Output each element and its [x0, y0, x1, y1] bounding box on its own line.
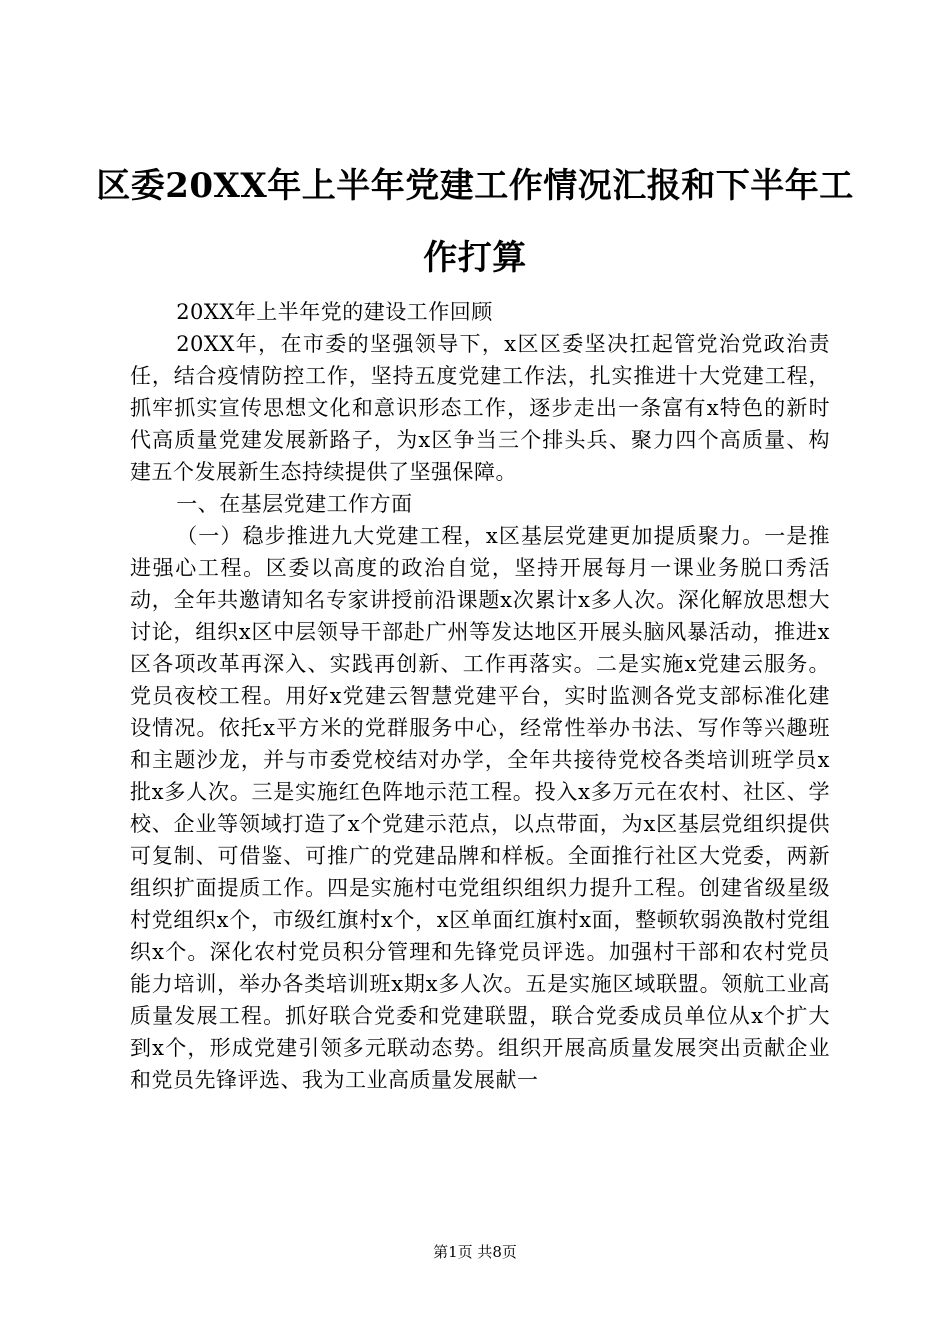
section-heading-review: 20XX年上半年党的建设工作回顾: [176, 300, 493, 324]
section-heading-grassroots: 一、在基层党建工作方面: [176, 492, 413, 516]
paragraph-intro: 20XX年，在市委的坚强领导下，x区区委坚决扛起管党治党政治责任，结合疫情防控工作，坚持五度党建工作法，扎实推进十大党建工程，抓牢抓实宣传思想文化和意识形态工作，逐步走出一条富有x特色的新时代高质量党建发展新路子，为x区争当三个排头兵、聚力四个高质量、构建五个发展新生态持续提供了坚强保障。: [130, 332, 830, 484]
paragraph-nine-projects: （一）稳步推进九大党建工程，x区基层党建更加提质聚力。一是推进强心工程。区委以高度的政治自觉，坚持开展每月一课业务脱口秀活动，全年共邀请知名专家讲授前沿课题x次累计x多人次。深化解放思想大讨论，组织x区中层领导干部赴广州等发达地区开展头脑风暴活动，推进x区各项改革再深入、实践再创新、工作再落实。二是实施x党建云服务。党员夜校工程。用好x党建云智慧党建平台，实时监测各党支部标准化建设情况。依托x平方米的党群服务中心，经常性举办书法、写作等兴趣班和主题沙龙，并与市委党校结对办学，全年共接待党校各类培训班学员x批x多人次。三是实施红色阵地示范工程。投入x多万元在农村、社区、学校、企业等领域打造了x个党建示范点，以点带面，为x区基层党组织提供可复制、可借鉴、可推广的党建品牌和样板。全面推行社区大党委，两新组织扩面提质工作。四是实施村屯党组织组织力提升工程。创建省级星级村党组织x个，市级红旗村x个，x区单面红旗村x面，整顿软弱涣散村党组织x个。深化农村党员积分管理和先锋党员评选。加强村干部和农村党员能力培训，举办各类培训班x期x多人次。五是实施区域联盟。领航工业高质量发展工程。抓好联合党委和党建联盟，联合党委成员单位从x个扩大到x个，形成党建引领多元联动态势。组织开展高质量发展突出贡献企业和党员先锋评选、我为工业高质量发展献一: [130, 524, 830, 1092]
document-body: [130, 296, 830, 1096]
document-title: 区委20XX年上半年党建工作情况汇报和下半年工作打算: [96, 166, 854, 278]
page-footer: 第1页 共8页: [433, 1243, 517, 1261]
